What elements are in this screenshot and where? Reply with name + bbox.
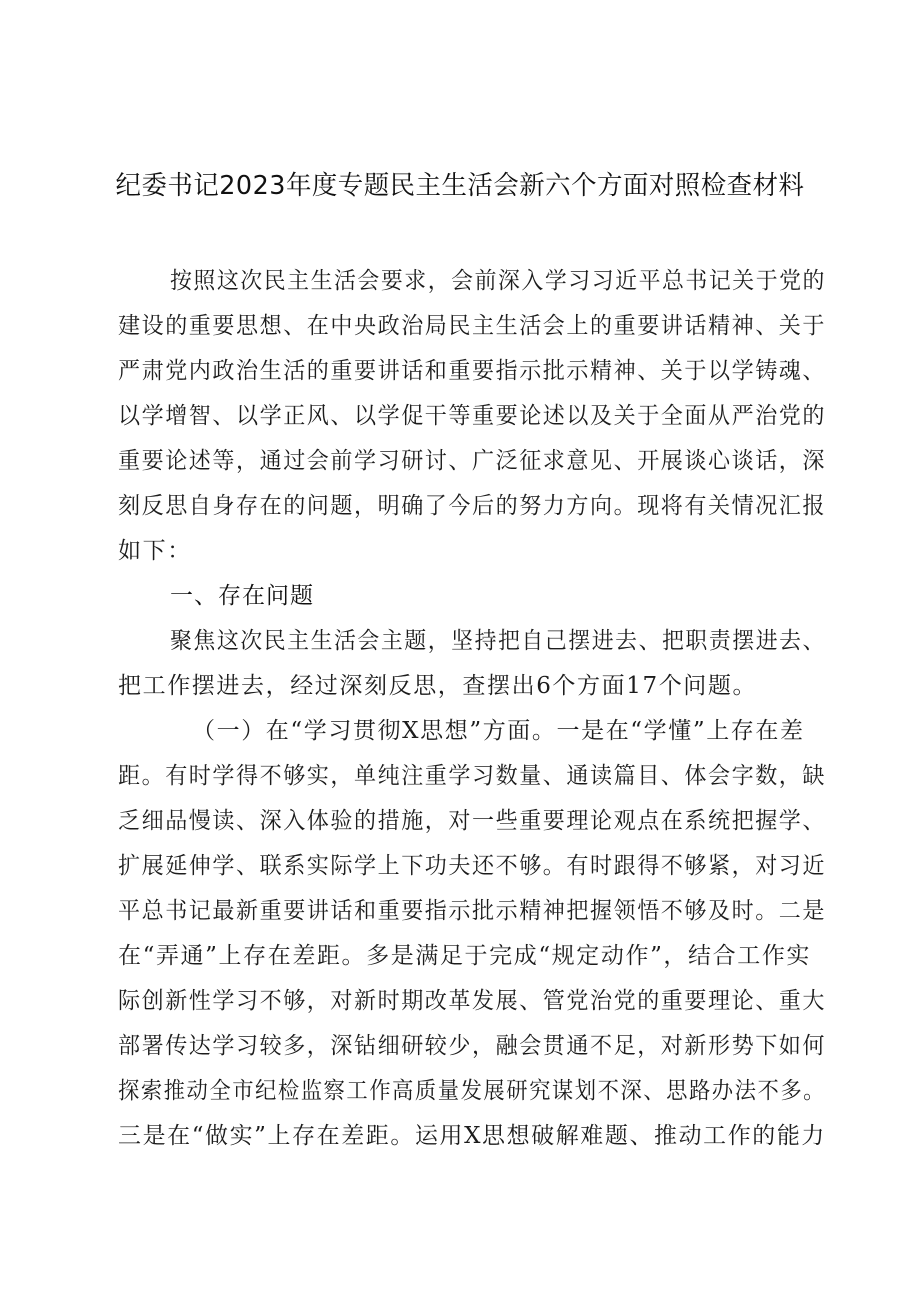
- intro-line-6: 刻反思自身存在的问题，明确了今后的努力方向。现将有关情况汇报: [118, 493, 826, 519]
- subsection-line-8: 部署传达学习较多，深钻细研较少，融会贯通不足，对新形势下如何: [118, 1033, 826, 1059]
- section-para-line-2: 把工作摆进去，经过深刻反思，查摆出6个方面17个问题。: [118, 673, 758, 699]
- subsection-line-1: （一）在“学习贯彻X思想”方面。一是在“学懂”上存在差: [192, 718, 805, 744]
- intro-line-7: 如下：: [118, 538, 192, 564]
- document-title: 纪委书记2023年度专题民主生活会新六个方面对照检查材料: [115, 171, 805, 201]
- intro-line-1: 按照这次民主生活会要求，会前深入学习习近平总书记关于党的: [170, 268, 826, 294]
- subsection-line-3: 乏细品慢读、深入体验的措施，对一些重要理论观点在系统把握学、: [118, 808, 826, 834]
- intro-line-4: 以学增智、以学正风、以学促干等重要论述以及关于全面从严治党的: [118, 403, 826, 429]
- subsection-line-2: 距。有时学得不够实，单纯注重学习数量、通读篇目、体会字数，缺: [118, 763, 826, 789]
- intro-line-2: 建设的重要思想、在中央政治局民主生活会上的重要讲话精神、关于: [118, 313, 826, 339]
- subsection-line-7: 际创新性学习不够，对新时期改革发展、管党治党的重要理论、重大: [118, 988, 826, 1014]
- subsection-line-10: 三是在“做实”上存在差距。运用X思想破解难题、推动工作的能力: [118, 1123, 826, 1149]
- intro-line-3: 严肃党内政治生活的重要讲话和重要指示批示精神、关于以学铸魂、: [118, 358, 826, 384]
- intro-line-5: 重要论述等，通过会前学习研讨、广泛征求意见、开展谈心谈话，深: [118, 448, 826, 474]
- section-para-line-1: 聚焦这次民主生活会主题，坚持把自己摆进去、把职责摆进去、: [170, 628, 826, 654]
- subsection-line-4: 扩展延伸学、联系实际学上下功夫还不够。有时跟得不够紧，对习近: [118, 853, 826, 879]
- subsection-line-6: 在“弄通”上存在差距。多是满足于完成“规定动作”，结合工作实: [118, 943, 812, 969]
- subsection-line-9: 探索推动全市纪检监察工作高质量发展研究谋划不深、思路办法不多。: [118, 1078, 826, 1104]
- section-heading-issues: 一、存在问题: [170, 583, 314, 609]
- subsection-line-5: 平总书记最新重要讲话和重要指示批示精神把握领悟不够及时。二是: [118, 898, 826, 924]
